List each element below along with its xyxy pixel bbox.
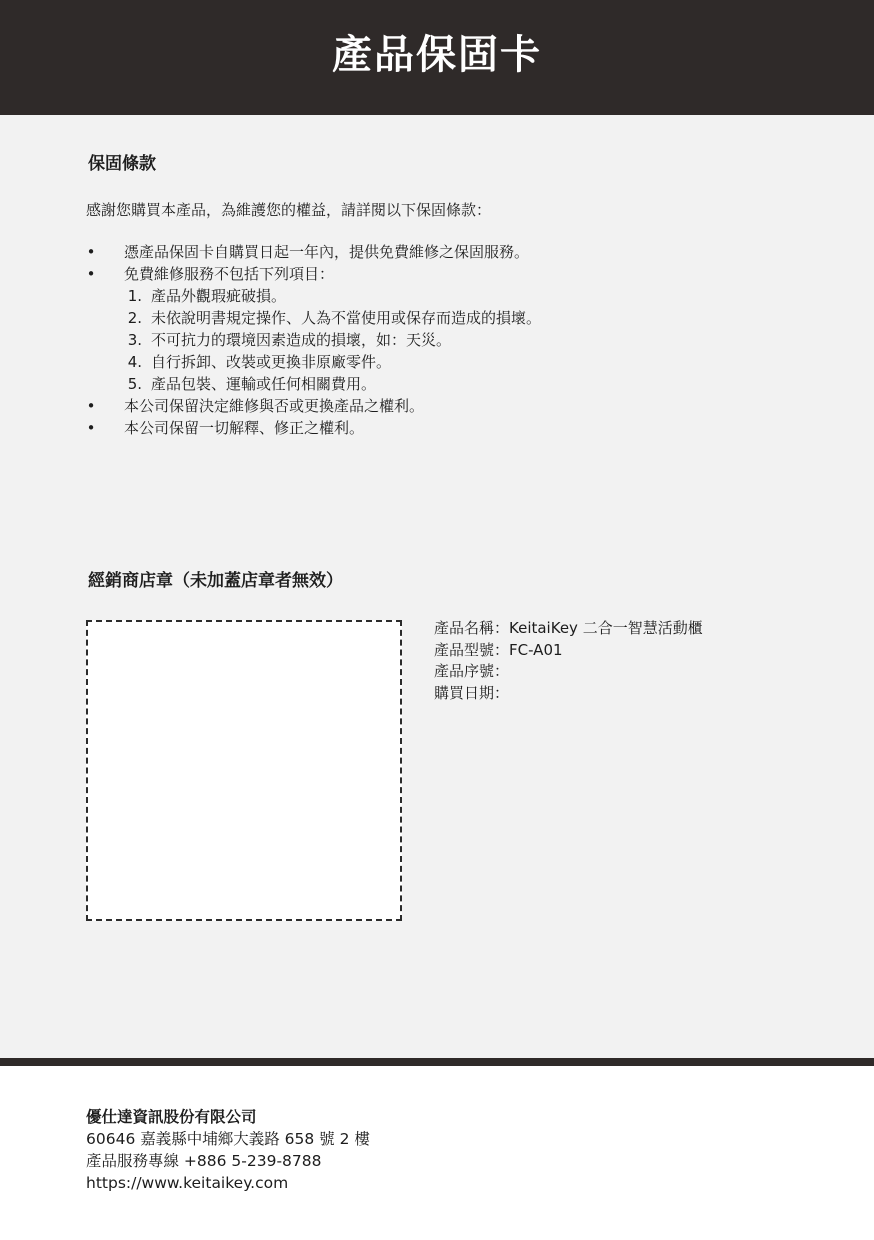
company-website: https://www.keitaikey.com [86, 1174, 289, 1192]
dealer-stamp-area [86, 620, 402, 921]
card-body: 保固條款 感謝您購買本產品，為維護您的權益，請詳閱以下保固條款： • 憑產品保固卡自購買日起一年內，提供免費維修之保固服務。 • 免費維修服務不包括下列項目： 1. 產品外觀瑕疵破損。 2. 未依說明書規定操作、人為不當使用或保存而造成的損壞。 3. 不可抗力的環境因素造成的損壞，如：天災。 4. 自行拆卸、改裝或更換非原廠零件。 5. 產品包裝、運輸或任何相關費用。 • 本公司保留決定維修與否或更換產品之權利。 • 本公司保留一切解釋、修正之權利。 經銷商店章（未加蓋店章者無效） 產品名稱：KeitaiKey 二合一智慧活動櫃 產品型號：FC-A01 產品序號： 購買日期： [0, 115, 874, 1058]
product-model: 產品型號：FC-A01 [434, 640, 563, 659]
company-footer [86, 1106, 370, 1194]
product-name: 產品名稱：KeitaiKey 二合一智慧活動櫃 [434, 619, 703, 637]
company-address: 60646 嘉義縣中埔鄉大義路 658 號 2 樓 [86, 1130, 370, 1148]
dealer-stamp-heading: 經銷商店章（未加蓋店章者無效） [88, 571, 343, 591]
header-bar [0, 0, 874, 115]
bullet-icon: • [86, 265, 96, 283]
purchase-date: 購買日期： [434, 683, 510, 702]
warranty-terms-heading: 保固條款 [88, 154, 156, 174]
service-hotline: 產品服務專線 +886 5-239-8788 [86, 1152, 322, 1170]
product-info [434, 618, 703, 704]
warranty-intro: 感謝您購買本產品，為維護您的權益，請詳閱以下保固條款： [86, 201, 492, 219]
company-name: 優仕達資訊股份有限公司 [86, 1108, 257, 1126]
bullet-icon: • [86, 243, 96, 261]
product-serial: 產品序號： [434, 662, 510, 680]
page-title: 產品保固卡 [332, 32, 542, 78]
bullet-icon: • [86, 397, 96, 415]
bullet-icon: • [86, 419, 96, 437]
footer-divider [0, 1058, 874, 1066]
